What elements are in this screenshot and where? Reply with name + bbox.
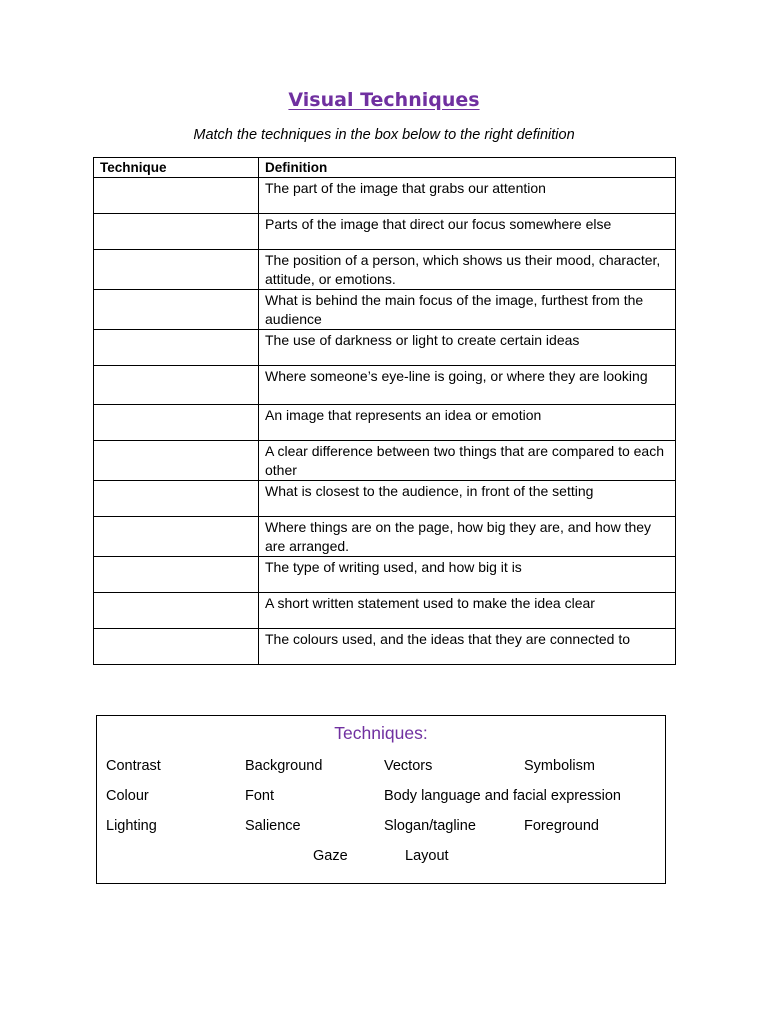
table-header-row — [94, 158, 676, 178]
technique-answer-cell[interactable] — [94, 557, 259, 593]
definition-cell: What is closest to the audience, in front of the setting — [259, 481, 676, 517]
instructions: Match the techniques in the box below to the right definition — [193, 127, 575, 143]
definition-cell: A clear difference between two things that are compared to each other — [259, 441, 676, 481]
definition-cell: The colours used, and the ideas that they are connected to — [259, 629, 676, 665]
technique-answer-cell[interactable] — [94, 517, 259, 557]
table-row — [94, 517, 676, 557]
matching-table — [93, 157, 676, 665]
column-header-definition: Definition — [259, 158, 676, 178]
definition-cell: The position of a person, which shows us their mood, character, attitude, or emotions. — [259, 250, 676, 290]
technique-answer-cell[interactable] — [94, 441, 259, 481]
technique-answer-cell[interactable] — [94, 629, 259, 665]
page-title: Visual Techniques — [288, 89, 480, 111]
table-row — [94, 481, 676, 517]
term-foreground: Foreground — [524, 818, 599, 834]
term-layout: Layout — [405, 848, 449, 864]
term-lighting: Lighting — [106, 818, 157, 834]
column-header-technique: Technique — [94, 158, 259, 178]
table-row — [94, 250, 676, 290]
technique-answer-cell[interactable] — [94, 250, 259, 290]
table-row — [94, 441, 676, 481]
techniques-word-bank — [96, 715, 666, 884]
table-row — [94, 557, 676, 593]
technique-answer-cell[interactable] — [94, 481, 259, 517]
term-font: Font — [245, 788, 275, 804]
term-contrast: Contrast — [106, 758, 161, 774]
term-background: Background — [245, 758, 323, 774]
table-row — [94, 290, 676, 330]
definition-cell: Where someone’s eye-line is going, or where they are looking — [259, 366, 676, 405]
table-row — [94, 405, 676, 441]
definition-cell: Parts of the image that direct our focus somewhere else — [259, 214, 676, 250]
table-row — [94, 178, 676, 214]
technique-answer-cell[interactable] — [94, 593, 259, 629]
table-row — [94, 629, 676, 665]
definition-cell: What is behind the main focus of the image, furthest from the audience — [259, 290, 676, 330]
technique-answer-cell[interactable] — [94, 178, 259, 214]
term-symbolism: Symbolism — [524, 758, 595, 774]
technique-answer-cell[interactable] — [94, 366, 259, 405]
definition-cell: A short written statement used to make the idea clear — [259, 593, 676, 629]
technique-answer-cell[interactable] — [94, 405, 259, 441]
term-vectors: Vectors — [384, 758, 433, 774]
term-gaze: Gaze — [313, 848, 348, 864]
word-bank-title: Techniques: — [334, 723, 428, 743]
technique-answer-cell[interactable] — [94, 330, 259, 366]
table-row — [94, 330, 676, 366]
table-row — [94, 593, 676, 629]
definition-cell: The type of writing used, and how big it is — [259, 557, 676, 593]
term-body-language: Body language and facial expression — [384, 788, 621, 804]
definition-cell: Where things are on the page, how big they are, and how they are arranged. — [259, 517, 676, 557]
term-colour: Colour — [106, 788, 149, 804]
technique-answer-cell[interactable] — [94, 214, 259, 250]
definition-cell: An image that represents an idea or emotion — [259, 405, 676, 441]
table-row — [94, 214, 676, 250]
table-row — [94, 366, 676, 405]
definition-cell: The part of the image that grabs our attention — [259, 178, 676, 214]
technique-answer-cell[interactable] — [94, 290, 259, 330]
definition-cell: The use of darkness or light to create certain ideas — [259, 330, 676, 366]
term-salience: Salience — [245, 818, 301, 834]
term-slogan-tagline: Slogan/tagline — [384, 818, 476, 834]
